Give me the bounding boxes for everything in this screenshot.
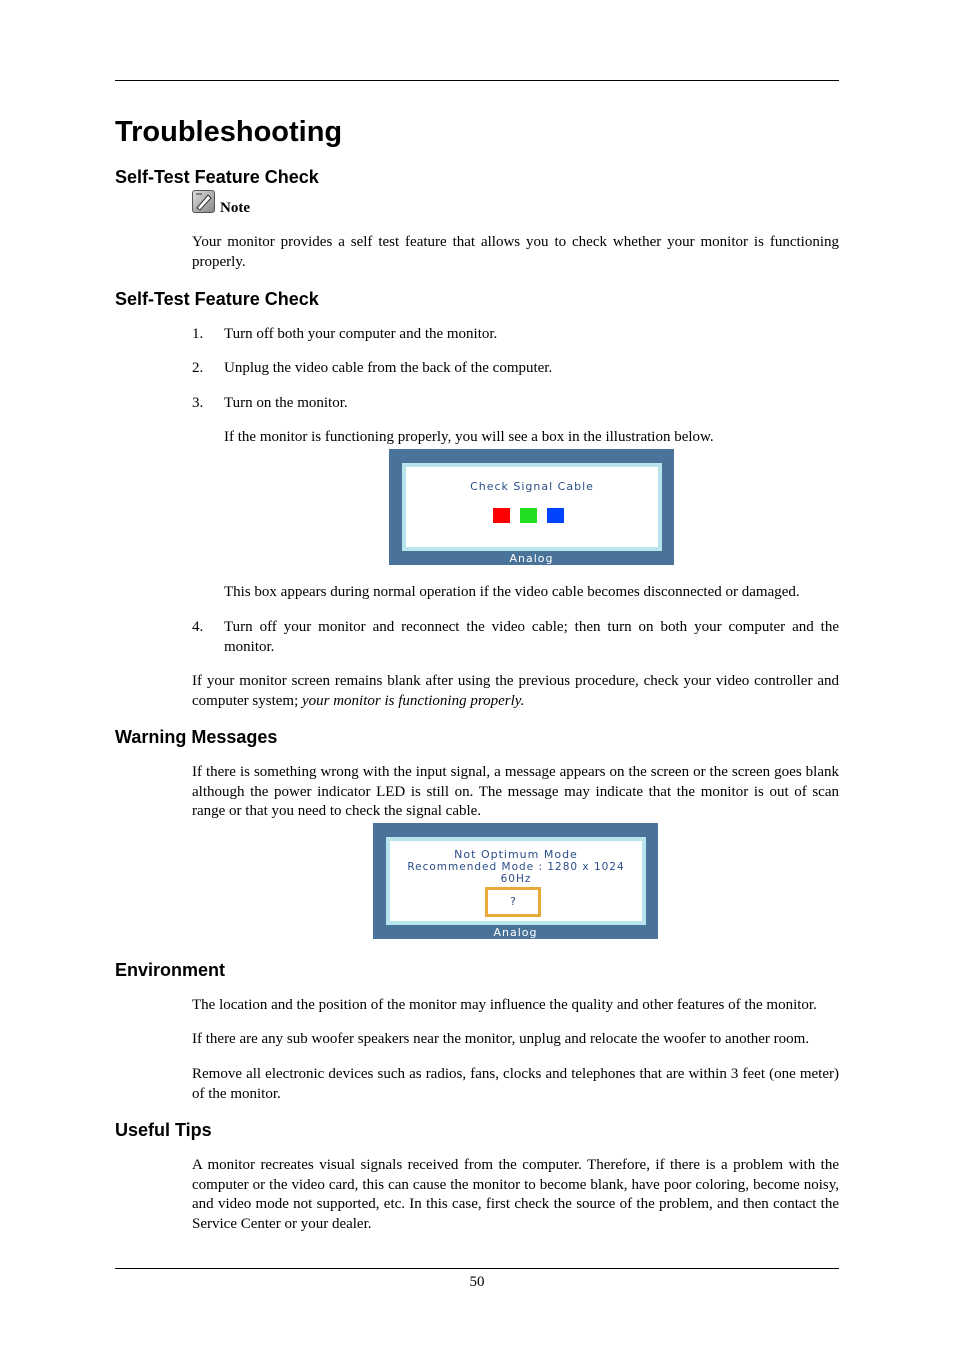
environment-paragraph: The location and the position of the monitor may influence the quality and other features of the monitor. [192,997,817,1013]
green-square [520,508,537,523]
closing-text: If your monitor screen remains blank after using the previous procedure, check your video controller and computer system; your monitor is functioning properly. [192,673,839,709]
page-number: 50 [469,1274,485,1290]
section-heading-selftest-2: Self-Test Feature Check [115,289,319,309]
osd-line-1: Not Optimum Mode [454,848,578,861]
blue-square [547,508,564,523]
step-3-detail: If the monitor is functioning properly, you will see a box in the illustration below. [224,429,714,445]
step-number: 1. [192,326,204,342]
step-number: 4. [192,619,204,635]
osd-footer: Analog [509,552,554,565]
section-heading-warning: Warning Messages [115,727,278,747]
environment-paragraph: Remove all electronic devices such as radios, fans, clocks and telephones that are within 3 feet (one meter) of the monitor. [192,1066,839,1102]
section-heading-environment: Environment [115,960,226,980]
step-number: 3. [192,395,204,411]
note-icon [192,190,215,213]
top-rule [115,80,839,81]
not-optimum-osd-illustration [373,823,658,939]
step-text: Turn on the monitor. [224,395,348,411]
after-box-text: This box appears during normal operation if the video cable becomes disconnected or damaged. [224,584,800,600]
check-signal-osd-illustration [389,449,674,565]
closing-italic: your monitor is functioning properly. [301,692,525,709]
environment-paragraph: If there are any sub woofer speakers near the monitor, unplug and relocate the woofer to another room. [192,1031,810,1047]
section-heading-useful-tips: Useful Tips [115,1120,212,1140]
osd-message: Check Signal Cable [470,480,594,493]
page-title: Troubleshooting [115,116,343,148]
useful-tips-text: A monitor recreates visual signals received from the computer. Therefore, if there is a problem with the computer or the video card, this can cause the monitor to become blank, have poor coloring, become noisy, and video mode not supported, etc. In this case, first check the source of the problem, and then contact the Service Center or your dealer. [192,1157,839,1232]
osd-question-box: ? [485,887,541,917]
section-heading-selftest-1: Self-Test Feature Check [115,167,319,187]
step-text: Unplug the video cable from the back of the computer. [224,360,553,376]
step-number: 2. [192,360,204,376]
bottom-rule [115,1268,839,1269]
step-text: Turn off both your computer and the monitor. [224,326,498,342]
osd-footer: Analog [493,926,538,939]
step-text: Turn off your monitor and reconnect the video cable; then turn on both your computer and the monitor. [224,619,839,655]
red-square [493,508,510,523]
warning-text: If there is something wrong with the input signal, a message appears on the screen or the screen goes blank although the power indicator LED is still on. The message may indicate that the monitor is out of scan range or that you need to check the signal cable. [192,764,839,819]
osd-line-2: Recommended Mode : 1280 x 1024 60Hz [407,861,625,885]
note-text: Your monitor provides a self test feature that allows you to check whether your monitor is functioning properly. [192,234,839,270]
note-label: Note [220,200,250,216]
